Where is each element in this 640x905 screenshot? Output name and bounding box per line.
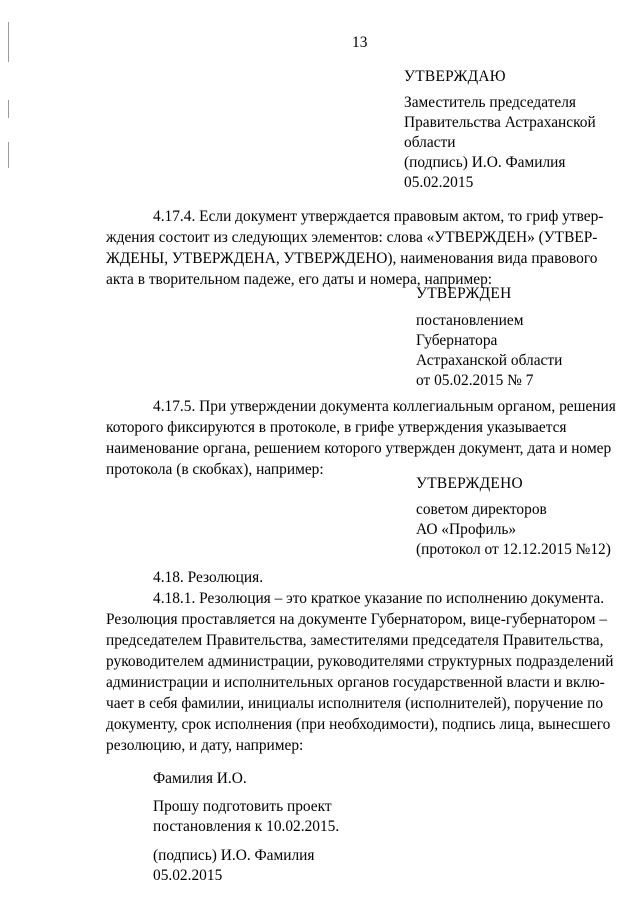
paragraph-line: чает в себя фамилии, инициалы исполнителя (исполнителей), поручение по xyxy=(106,695,604,712)
resolution-signature: (подпись) И.О. Фамилия xyxy=(153,847,315,864)
resolution-recipient: Фамилия И.О. xyxy=(153,770,247,787)
page-number: 13 xyxy=(352,34,368,51)
section-heading: 4.18. Резолюция. xyxy=(153,569,264,586)
resolution-date: 05.02.2015 xyxy=(153,867,223,884)
approval-signature: (подпись) И.О. Фамилия xyxy=(404,154,566,171)
paragraph-line: 4.18.1. Резолюция – это краткое указание по исполнению документа. xyxy=(153,590,605,607)
approval-date: 05.02.2015 xyxy=(404,174,474,191)
approval-line: Заместитель председателя xyxy=(404,94,577,111)
scan-edge-mark xyxy=(8,100,9,118)
paragraph-line: Резолюция проставляется на документе Губернатором, вице-губернатором – xyxy=(106,611,608,628)
resolution-instruction: постановления к 10.02.2015. xyxy=(153,818,340,835)
paragraph-line: администрации и исполнительных органов государственной власти и вклю- xyxy=(106,674,605,691)
approval-heading: УТВЕРЖДЕНО xyxy=(416,475,523,492)
paragraph-line: протокола (в скобках), например: xyxy=(106,461,324,478)
approval-line: постановлением xyxy=(416,312,524,329)
approval-line: области xyxy=(404,134,456,151)
scan-edge-mark xyxy=(8,142,9,168)
approval-line: советом директоров xyxy=(416,501,547,518)
resolution-instruction: Прошу подготовить проект xyxy=(153,798,332,815)
paragraph-line: 4.17.5. При утверждении документа коллегиальным органом, решения xyxy=(153,398,616,415)
paragraph-line: акта в творительном падеже, его даты и номера, например: xyxy=(106,271,493,288)
scan-edge-mark xyxy=(8,22,9,62)
paragraph-line: наименование органа, решением которого утвержден документ, дата и номер xyxy=(106,440,612,457)
paragraph-line: ждения состоит из следующих элементов: слова «УТВЕРЖДЕН» (УТВЕР- xyxy=(106,229,598,246)
approval-heading: УТВЕРЖДЕН xyxy=(416,285,512,302)
approval-line: Губернатора xyxy=(416,332,498,349)
approval-heading: УТВЕРЖДАЮ xyxy=(404,68,506,85)
approval-line: от 05.02.2015 № 7 xyxy=(416,372,534,389)
paragraph-line: резолюцию, и дату, например: xyxy=(106,737,304,754)
approval-line: АО «Профиль» xyxy=(416,521,517,538)
paragraph-line: которого фиксируются в протоколе, в грифе утверждения указывается xyxy=(106,419,567,436)
paragraph-line: документу, срок исполнения (при необходимости), подпись лица, вынесшего xyxy=(106,716,611,733)
paragraph-line: ЖДЕНЫ, УТВЕРЖДЕНА, УТВЕРЖДЕНО), наименования вида правового xyxy=(106,250,598,267)
approval-line: (протокол от 12.12.2015 №12) xyxy=(416,541,611,558)
paragraph-line: председателем Правительства, заместителями председателя Правительства, xyxy=(106,632,604,649)
approval-line: Астраханской области xyxy=(416,352,563,369)
paragraph-line: руководителем администрации, руководителями структурных подразделений xyxy=(106,653,614,670)
paragraph-line: 4.17.4. Если документ утверждается правовым актом, то гриф утвер- xyxy=(153,208,604,225)
approval-line: Правительства Астраханской xyxy=(404,114,596,131)
